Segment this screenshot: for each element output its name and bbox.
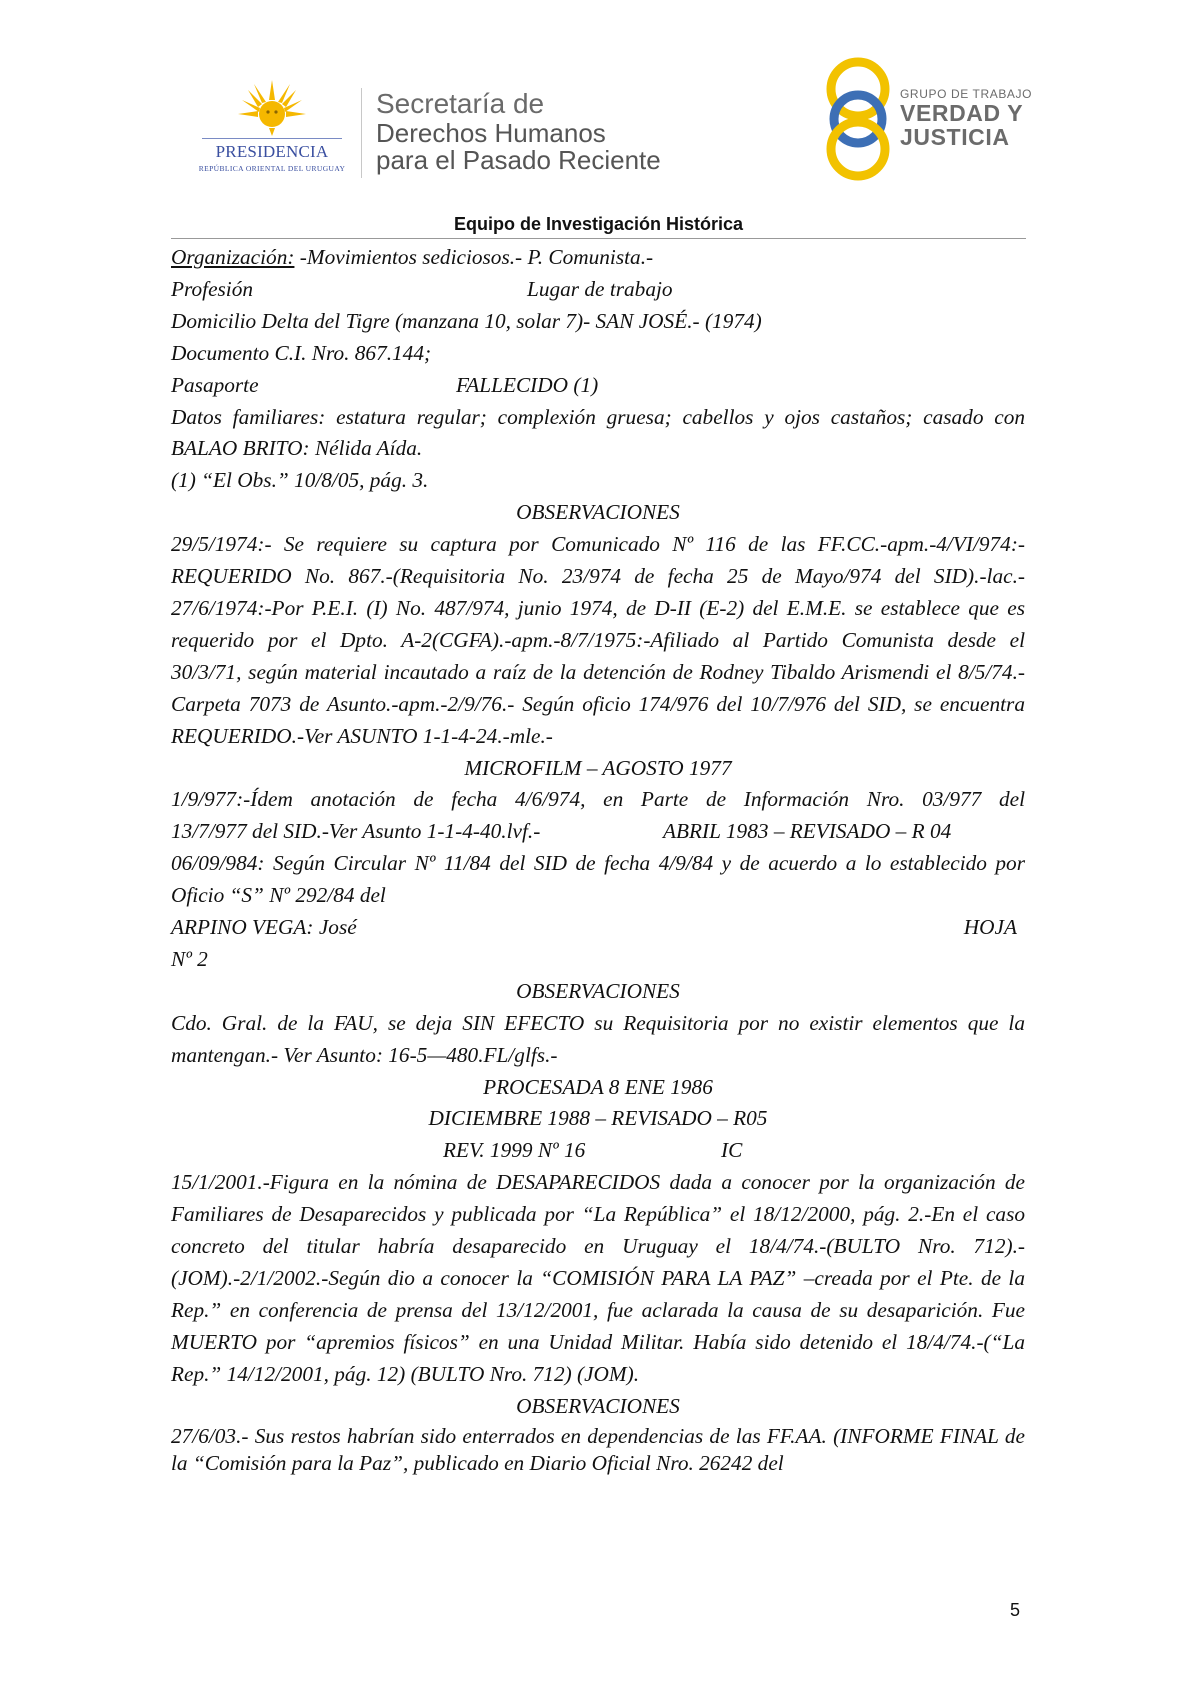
presidencia-divider <box>202 138 342 139</box>
observaciones-paragraph-2b <box>171 816 1025 848</box>
fallecido-label: FALLECIDO (1) <box>456 372 599 397</box>
page-number: 5 <box>1010 1600 1021 1620</box>
rev-label: REV. 1999 Nº 16 <box>443 1138 586 1163</box>
secretaria-title <box>376 90 661 174</box>
ic-label: IC <box>721 1138 743 1163</box>
observaciones-heading-1: OBSERVACIONES <box>516 500 680 525</box>
name-line <box>171 912 1025 944</box>
secretaria-line-3: para el Pasado Reciente <box>376 145 661 175</box>
sun-emblem-icon <box>232 78 312 136</box>
diciembre-revisado: DICIEMBRE 1988 – REVISADO – R05 <box>428 1106 768 1131</box>
pasaporte-label: Pasaporte <box>171 372 259 397</box>
datos-familiares: Datos familiares: estatura regular; complexión gruesa; cabellos y ojos castaños; casado con BALAO BRITO: Nélida Aída. <box>171 404 1025 461</box>
organizacion-label: Organización: <box>171 245 295 269</box>
asunto-ref: 13/7/977 del SID.-Ver Asunto 1-1-4-40.lvf.- <box>171 819 541 844</box>
observaciones-paragraph-5: 15/1/2001.-Figura en la nómina de DESAPARECIDOS dada a conocer por la organización de Familiares de Desaparecidos y publicada por “La República” el 18/12/2000, pág. 2.-En el caso concreto del titular habría desaparecido en Uruguay el 18/4/74.-(BULTO Nro. 712).-(JOM).-2/1/2002.-Según dio a conocer la “COMISIÓN PARA LA PAZ” –creada por el Pte. de la Rep.” en conferencia de prensa del 13/12/2001, fue aclarada la causa de su desaparición. Fue MUERTO por “apremios físicos” en una Unidad Militar. Había sido detenido el 18/4/74.-(“La Rep.” 14/12/2001, pág. 12) (BULTO Nro. 712) (JOM). <box>171 1170 1025 1386</box>
pasaporte-line <box>171 370 1025 402</box>
verdad-label: VERDAD Y <box>900 100 1024 126</box>
header-divider <box>361 88 362 178</box>
observaciones-paragraph-6: 27/6/03.- Sus restos habrían sido enterrados en dependencias de las FF.AA. (INFORME FINAL de la “Comisión para la Paz”, publicado en Diario Oficial Nro. 26242 del <box>171 1423 1025 1475</box>
person-name: ARPINO VEGA: José <box>171 915 357 940</box>
justicia-label: JUSTICIA <box>900 124 1010 150</box>
profesion-line <box>171 274 1025 306</box>
secretaria-line-1: Secretaría de <box>376 88 545 119</box>
presidencia-logo <box>192 78 352 178</box>
hoja-label: HOJA <box>963 915 1017 940</box>
rev-line <box>171 1135 1025 1167</box>
nota-1: (1) “El Obs.” 10/8/05, pág. 3. <box>171 468 429 493</box>
organizacion-line <box>171 242 1025 274</box>
secretaria-line-2: Derechos Humanos <box>376 118 606 148</box>
header-rule <box>171 238 1026 239</box>
observaciones-paragraph-2: 1/9/977:-Ídem anotación de fecha 4/6/974, en Parte de Información Nro. 03/977 del <box>171 787 1025 812</box>
microfilm-heading: MICROFILM – AGOSTO 1977 <box>464 755 732 780</box>
hoja-number: Nº 2 <box>171 946 208 971</box>
observaciones-paragraph-4: Cdo. Gral. de la FAU, se deja SIN EFECTO su Requisitoria por no existir elementos que la mantengan.- Ver Asunto: 16-5—480.FL/glfs.- <box>171 1010 1025 1067</box>
abril-revisado: ABRIL 1983 – REVISADO – R 04 <box>663 819 952 844</box>
team-heading: Equipo de Investigación Histórica <box>453 214 744 234</box>
procesada-stamp: PROCESADA 8 ENE 1986 <box>483 1074 713 1099</box>
observaciones-paragraph-3: 06/09/984: Según Circular Nº 11/84 del SID de fecha 4/9/84 y de acuerdo a lo establecido por Oficio “S” Nº 292/84 del <box>171 851 1025 908</box>
observaciones-heading-2: OBSERVACIONES <box>516 978 680 1003</box>
presidencia-label: PRESIDENCIA <box>215 142 329 161</box>
page-header <box>0 0 1190 215</box>
document-body <box>171 242 1025 1477</box>
verdad-justicia-logo <box>822 55 1052 185</box>
documento-line: Documento C.I. Nro. 867.144; <box>171 340 432 365</box>
presidencia-subtitle: REPÚBLICA ORIENTAL DEL URUGUAY <box>198 164 346 173</box>
verdad-justicia-text <box>900 87 1032 149</box>
profesion-label: Profesión <box>171 276 254 301</box>
linked-rings-icon <box>822 55 898 183</box>
domicilio-line: Domicilio Delta del Tigre (manzana 10, solar 7)- SAN JOSÉ.- (1974) <box>171 308 762 333</box>
observaciones-paragraph-1: 29/5/1974:- Se requiere su captura por Comunicado Nº 116 de las FF.CC.-apm.-4/VI/974:-REQUERIDO No. 867.-(Requisitoria No. 23/974 de fecha 25 de Mayo/974 del SID).-lac.- 27/6/1974:-Por P.E.I. (I) No. 487/974, junio 1974, de D-II (E-2) del E.M.E. se establece que es requerido por el Dpto. A-2(CGFA).-apm.-8/7/1975:-Afiliado al Partido Comunista desde el 30/3/71, según material incautado a raíz de la detención de Rodney Tibaldo Arismendi el 8/5/74.-Carpeta 7073 de Asunto.-apm.-2/9/76.- Según oficio 174/976 del 10/7/976 del SID, se encuentra REQUERIDO.-Ver ASUNTO 1-1-4-24.-mle.- <box>171 532 1025 748</box>
observaciones-heading-3: OBSERVACIONES <box>516 1393 680 1418</box>
lugar-trabajo-label: Lugar de trabajo <box>527 276 673 301</box>
grupo-label: GRUPO DE TRABAJO <box>900 87 1033 101</box>
organizacion-value: -Movimientos sediciosos.- P. Comunista.- <box>294 245 654 269</box>
